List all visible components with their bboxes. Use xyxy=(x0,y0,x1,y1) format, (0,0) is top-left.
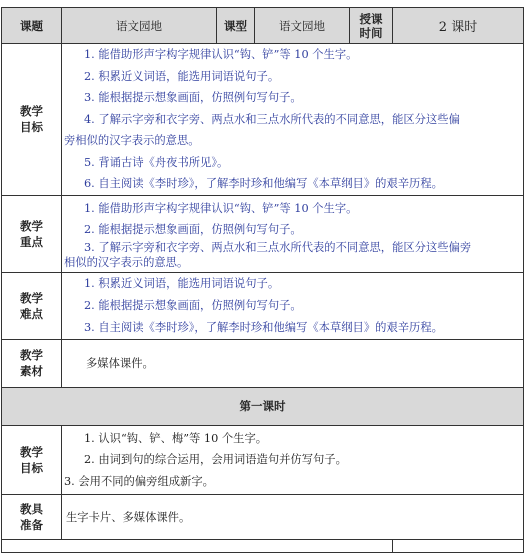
section-row xyxy=(2,387,524,425)
key-points-content xyxy=(62,195,524,272)
materials-label xyxy=(2,339,62,387)
objective-item-continuation: 旁相似的汉字表示的意思。 xyxy=(64,134,200,147)
section-title: 第一课时 xyxy=(2,387,524,425)
period-value: 2 课时 xyxy=(393,8,524,44)
prep-content: 生字卡片、多媒体课件。 xyxy=(62,495,524,540)
type-label: 课型 xyxy=(217,8,255,44)
time-label xyxy=(350,8,393,44)
lesson1-objectives-label-1: 教学 xyxy=(20,444,43,459)
objective-item: 6. 自主阅读《李时珍》，了解李时珍和他编写《本草纲目》的艰辛历程。 xyxy=(84,177,443,190)
objectives-label-2: 目标 xyxy=(20,120,43,135)
lesson1-objective-item: 1. 认识“钩、铲、梅”等 10 个生字。 xyxy=(84,431,268,445)
key-points-label xyxy=(2,195,62,272)
lesson1-objectives-row xyxy=(2,425,524,495)
prep-row xyxy=(2,495,524,540)
lesson-plan-table xyxy=(1,7,524,553)
title-value: 语文园地 xyxy=(62,8,217,44)
objectives-label xyxy=(2,44,62,196)
difficulties-label xyxy=(2,272,62,339)
lesson1-objectives-label-2: 目标 xyxy=(20,460,43,475)
time-label-line-2: 时间 xyxy=(359,25,383,40)
objective-item: 2. 积累近义词语，能选用词语说句子。 xyxy=(84,69,280,83)
difficulty-item: 1. 积累近义词语，能选用词语说句子。 xyxy=(84,276,280,290)
objectives-content xyxy=(62,44,524,196)
difficulties-label-2: 难点 xyxy=(20,306,43,321)
difficulty-item: 3. 自主阅读《李时珍》，了解李时珍和他编写《本草纲目》的艰辛历程。 xyxy=(84,320,443,334)
header-row xyxy=(2,8,524,44)
materials-content: 多媒体课件。 xyxy=(62,339,524,387)
key-points-label-2: 重点 xyxy=(20,234,43,249)
key-point-item: 3. 了解示字旁和衣字旁、两点水和三点水所代表的不同意思，能区分这些偏旁 xyxy=(84,240,472,254)
lesson1-objective-item: 2. 由词到句的综合运用，会用词语造句并仿写句子。 xyxy=(84,453,347,466)
next-row-cell xyxy=(2,540,393,553)
difficulties-label-1: 教学 xyxy=(20,290,43,305)
difficulties-row xyxy=(2,272,524,339)
key-points-label-1: 教学 xyxy=(20,218,43,233)
objective-item: 4. 了解示字旁和衣字旁、两点水和三点水所代表的不同意思，能区分这些偏 xyxy=(84,112,460,126)
next-row-partial xyxy=(2,540,524,553)
lesson1-objectives-label xyxy=(2,425,62,495)
type-value: 语文园地 xyxy=(255,8,350,44)
materials-label-2: 素材 xyxy=(20,364,43,378)
objectives-row xyxy=(2,44,524,196)
next-row-cell-right xyxy=(393,540,524,553)
key-point-item: 1. 能借助形声字构字规律认识“钩、铲”等 10 个生字。 xyxy=(84,201,358,215)
time-label-line-1: 授课 xyxy=(359,11,383,26)
lesson1-objectives-content xyxy=(62,425,524,495)
title-label: 课题 xyxy=(2,8,62,44)
lesson1-objective-item: 3. 会用不同的偏旁组成新字。 xyxy=(64,474,214,488)
key-points-row xyxy=(2,195,524,272)
prep-label-2: 准备 xyxy=(20,518,43,532)
objectives-label-1: 教学 xyxy=(20,104,43,119)
materials-label-1: 教学 xyxy=(20,348,43,362)
objective-item: 5. 背诵古诗《舟夜书所见》。 xyxy=(84,155,229,169)
prep-label-1: 教具 xyxy=(20,502,43,516)
prep-label xyxy=(2,495,62,540)
key-point-item-continuation: 相似的汉字表示的意思。 xyxy=(64,255,189,269)
difficulty-item: 2. 能根据提示想象画面，仿照例句写句子。 xyxy=(84,298,302,312)
key-point-item: 2. 能根据提示想象画面，仿照例句写句子。 xyxy=(84,222,302,236)
difficulties-content xyxy=(62,272,524,339)
objective-item: 1. 能借助形声字构字规律认识“钩、铲”等 10 个生字。 xyxy=(84,48,358,61)
objective-item: 3. 能根据提示想象画面，仿照例句写句子。 xyxy=(84,91,302,104)
materials-row xyxy=(2,339,524,387)
